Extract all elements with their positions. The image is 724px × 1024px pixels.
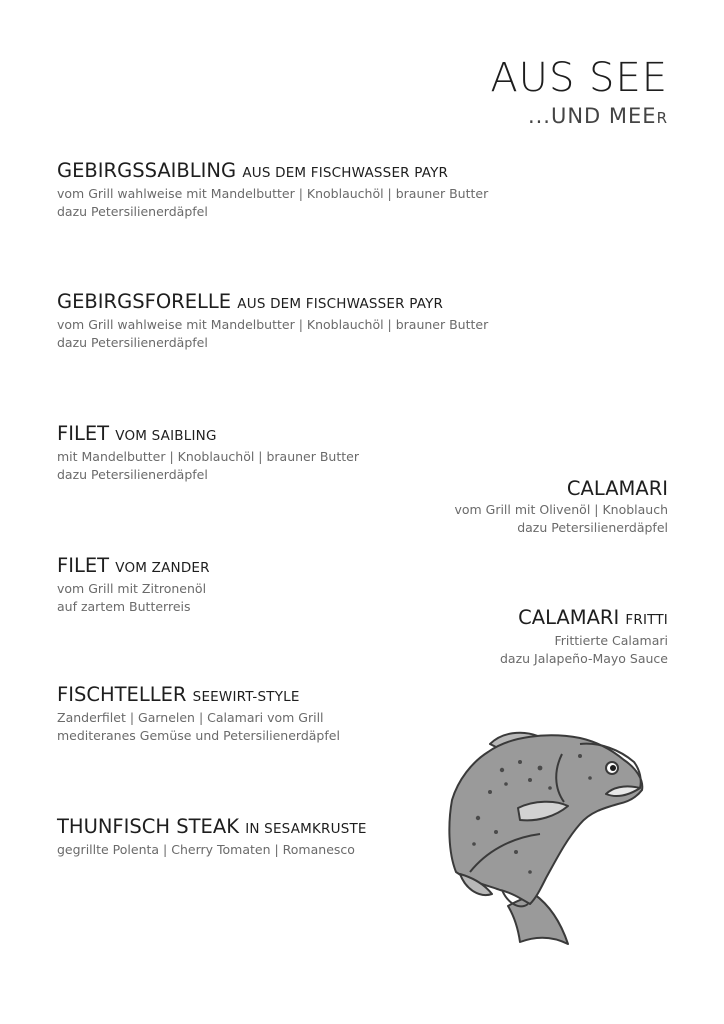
dish-description: vom Grill mit Olivenöl | Knoblauch [454,502,668,517]
dish-description: Zanderfilet | Garnelen | Calamari vom Grill [57,710,324,725]
dish-name: FISCHTELLER SEEWIRT-STYLE [57,683,300,706]
dish-side: dazu Jalapeño-Mayo Sauce [499,651,668,666]
dish-side: mediteranes Gemüse und Petersilienerdäpfel [57,728,340,743]
dish-name: FILET VOM ZANDER [57,554,210,577]
menu-item-gebirgssaibling [57,159,488,221]
page-subtitle: ...UND MEER [527,104,668,128]
dish-description: vom Grill mit Zitronenöl [57,581,207,596]
menu-item-fischteller [57,683,340,745]
menu-item-gebirgsforelle [57,290,488,352]
menu-item-calamari [454,477,668,537]
dish-description: Frittierte Calamari [554,633,668,648]
jumping-trout-icon [430,722,670,962]
dish-side: dazu Petersilienerdäpfel [57,335,208,350]
dish-side: auf zartem Butterreis [57,599,191,614]
dish-side: dazu Petersilienerdäpfel [57,204,208,219]
dish-name: FILET VOM SAIBLING [57,422,217,445]
page-title: AUS SEE [490,55,668,101]
dish-name: CALAMARI FRITTI [518,606,668,629]
dish-name: THUNFISCH STEAK IN SESAMKRUSTE [57,815,367,838]
menu-item-filet-zander [57,554,210,616]
dish-name: GEBIRGSFORELLE AUS DEM FISCHWASSER PAYR [57,290,444,313]
dish-side: dazu Petersilienerdäpfel [57,467,208,482]
menu-item-filet-saibling [57,422,359,484]
menu-item-thunfisch-steak [57,815,367,859]
dish-description: vom Grill wahlweise mit Mandelbutter | Knoblauchöl | brauner Butter [57,317,489,332]
menu-item-calamari-fritti [500,606,668,668]
menu-heading [490,55,668,128]
dish-side: dazu Petersilienerdäpfel [517,520,668,535]
dish-name: CALAMARI [566,477,668,500]
dish-description: vom Grill wahlweise mit Mandelbutter | Knoblauchöl | brauner Butter [57,186,489,201]
dish-description: gegrillte Polenta | Cherry Tomaten | Romanesco [57,842,355,857]
dish-description: mit Mandelbutter | Knoblauchöl | brauner Butter [57,449,359,464]
dish-name: GEBIRGSSAIBLING AUS DEM FISCHWASSER PAYR [57,159,449,182]
